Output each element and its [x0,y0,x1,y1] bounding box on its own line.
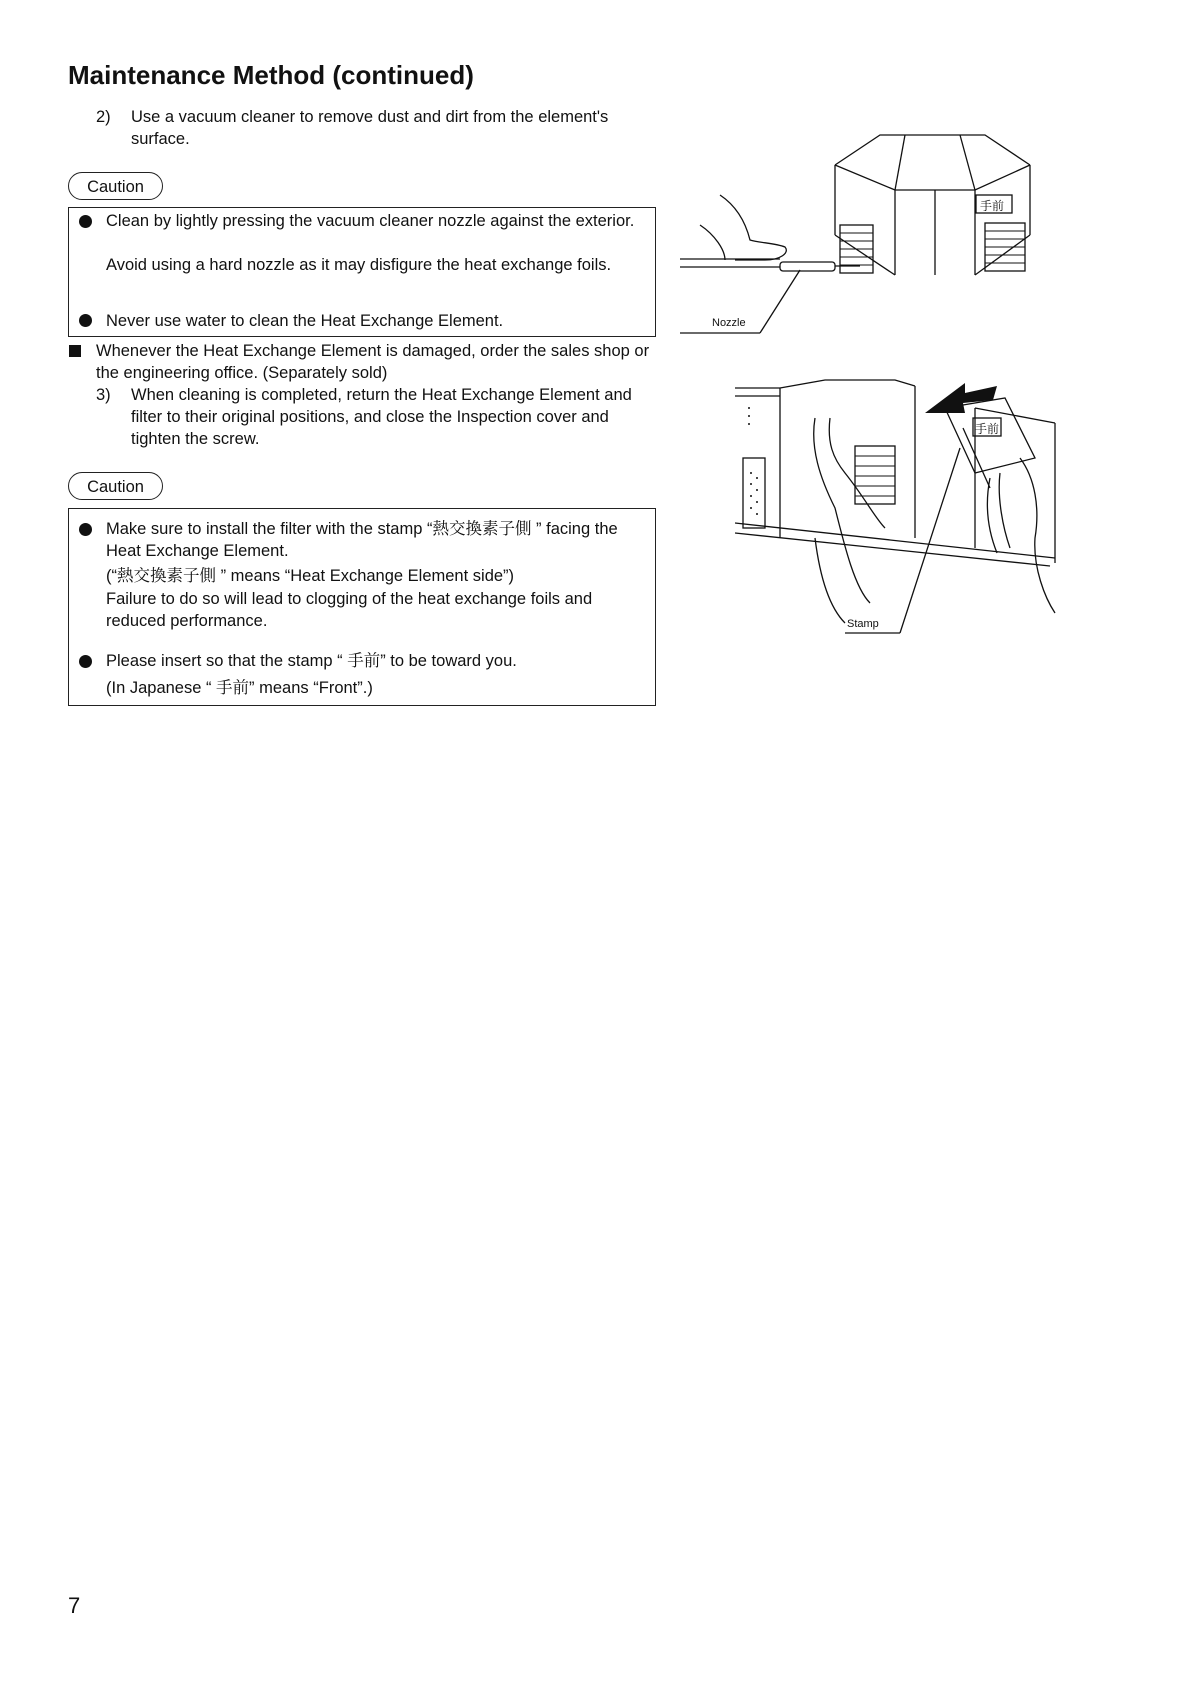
step-2-number: 2) [96,108,111,126]
bullet-icon [79,655,92,668]
step-2-text: Use a vacuum cleaner to remove dust and dirt from the element's surface. [131,108,609,148]
caution-box-1 [68,207,656,337]
step-3-text: When cleaning is completed, return the Heat Exchange Element and filter to their original positions, and close the Inspection cover and tighten the screw. [131,386,632,448]
bullet-icon [79,523,92,536]
page-number: 7 [68,1593,81,1618]
figure-vacuum-nozzle [680,125,1050,340]
caution-box-2 [68,508,656,706]
step-3 [96,384,661,450]
caution-1-item-1-line-2: Avoid using a hard nozzle as it may disfigure the heat exchange foils. [106,256,612,274]
caution-2-item-1-line-2: (“熱交換素子側 ” means “Heat Exchange Element side”) [106,567,515,585]
caution-1-item-2: Never use water to clean the Heat Exchange Element. [106,312,504,330]
caution-1-item-1-line-1: Clean by lightly pressing the vacuum cleaner nozzle against the exterior. [106,212,635,230]
caution-2-item-1-line-3: Failure to do so will lead to clogging of the heat exchange foils and reduced performance. [106,590,593,630]
page-title: Maintenance Method (continued) [68,60,474,90]
filter-insertion-drawing [735,378,1065,668]
heat-exchange-element-drawing [680,125,1050,340]
stamp-mark-2: 手前 [975,422,1000,436]
figure-filter-insertion [735,378,1065,668]
nozzle-callout: Nozzle [712,317,746,329]
caution-2-item-2-line-1: Please insert so that the stamp “ 手前” to be toward you. [106,652,517,670]
stamp-mark-1: 手前 [980,199,1005,213]
bullet-icon [79,215,92,228]
step-3-number: 3) [96,386,111,404]
step-2 [96,106,661,150]
square-bullet-icon [69,345,81,357]
stamp-callout: Stamp [847,618,879,630]
damage-note: Whenever the Heat Exchange Element is damaged, order the sales shop or the engineering office. (Separately sold) [96,342,650,382]
bullet-icon [79,314,92,327]
caution-2-item-2-line-2: (In Japanese “ 手前” means “Front”.) [106,679,373,697]
caution-label-1: Caution [68,172,163,200]
caution-2-item-1-line-1: Make sure to install the filter with the stamp “熱交換素子側 ” facing the Heat Exchange Element. [106,520,618,560]
caution-label-2: Caution [68,472,163,500]
